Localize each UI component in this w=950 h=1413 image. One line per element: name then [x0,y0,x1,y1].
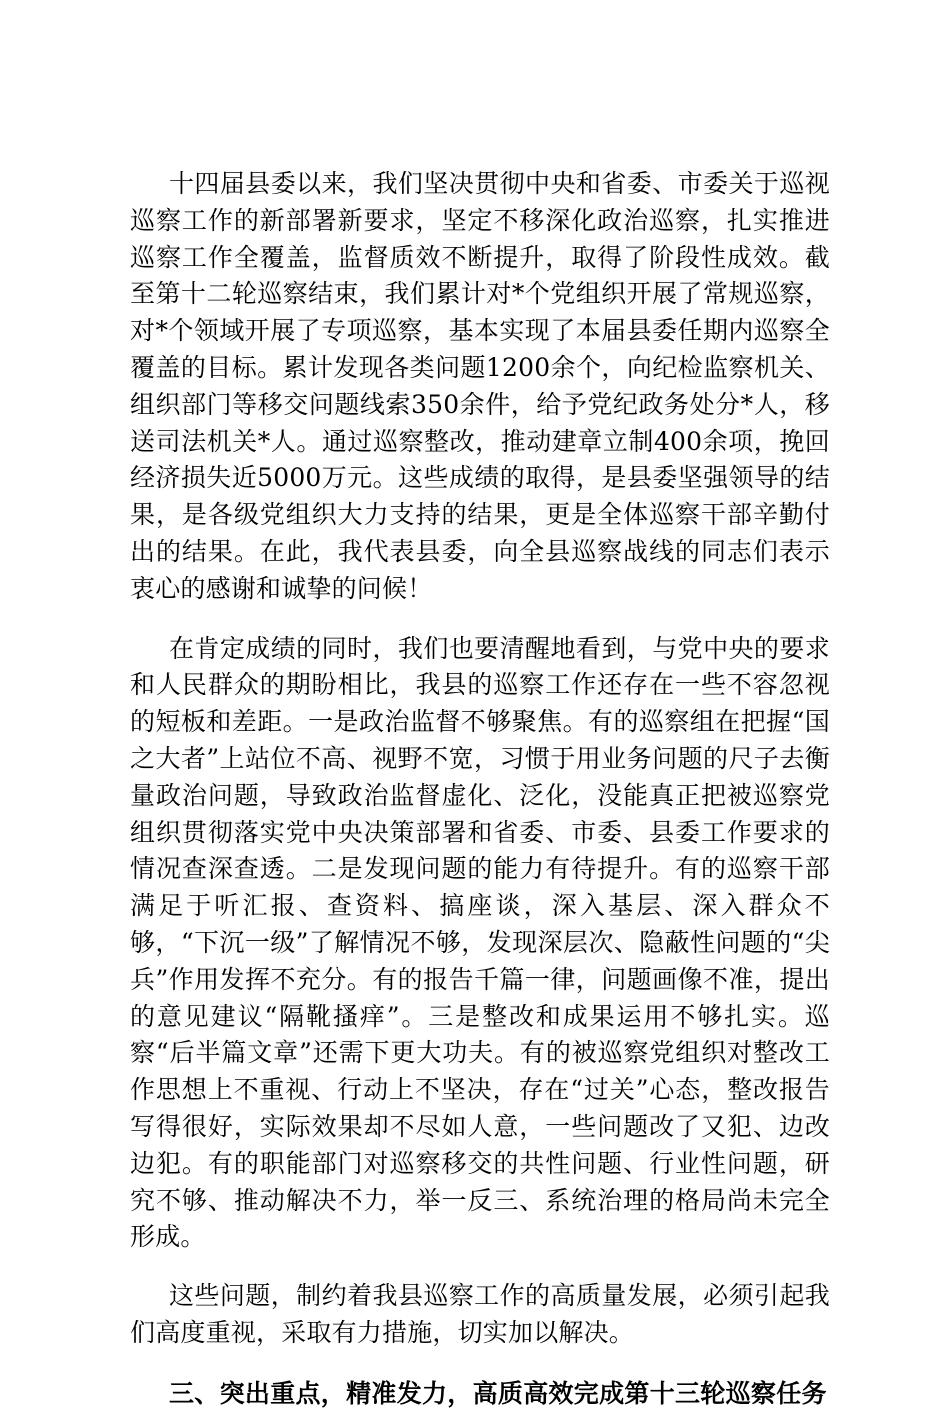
document-page [130,166,830,1413]
section-heading: 三、突出重点，精准发力，高质高效完成第十三轮巡察任务 [169,1378,827,1408]
paragraph-shortcomings: 在肯定成绩的同时，我们也要清醒地看到，与党中央的要求和人民群众的期盼相比，我县的巡察工作还存在一些不容忽视的短板和差距。一是政治监督不够聚焦。有的巡察组在把握“国之大者”上站位不高、视野不宽，习惯于用业务问题的尺子去衡量政治问题，导致政治监督虚化、泛化，没能真正把被巡察党组织贯彻落实党中央决策部署和省委、市委、县委工作要求的情况查深查透。二是发现问题的能力有待提升。有的巡察干部满足于听汇报、查资料、搞座谈，深入基层、深入群众不够，“下沉一级”了解情况不够，发现深层次、隐蔽性问题的“尖兵”作用发挥不充分。有的报告千篇一律，问题画像不准，提出的意见建议“隔靴搔痒”。三是整改和成果运用不够扎实。巡察“后半篇文章”还需下更大功夫。有的被巡察党组织对整改工作思想上不重视、行动上不坚决，存在“过关”心态，整改报告写得很好，实际效果却不尽如人意，一些问题改了又犯、边改边犯。有的职能部门对巡察移交的共性问题、行业性问题，研究不够、推动解决不力，举一反三、系统治理的格局尚未完全形成。 [130,633,830,1252]
paragraph-achievements: 十四届县委以来，我们坚决贯彻中央和省委、市委关于巡视巡察工作的新部署新要求，坚定不移深化政治巡察，扎实推进巡察工作全覆盖，监督质效不断提升，取得了阶段性成效。截至第十二轮巡察结束，我们累计对*个党组织开展了常规巡察，对*个领域开展了专项巡察，基本实现了本届县委任期内巡察全覆盖的目标。累计发现各类问题1200余个，向纪检监察机关、组织部门等移交问题线索350余件，给予党纪政务处分*人，移送司法机关*人。通过巡察整改，推动建章立制400余项，挽回经济损失近5000万元。这些成绩的取得，是县委坚强领导的结果，是各级党组织大力支持的结果，更是全体巡察干部辛勤付出的结果。在此，我代表县委，向全县巡察战线的同志们表示衷心的感谢和诚挚的问候！ [130,169,830,603]
paragraph-summary: 这些问题，制约着我县巡察工作的高质量发展，必须引起我们高度重视，采取有力措施，切实加以解决。 [130,1281,830,1347]
